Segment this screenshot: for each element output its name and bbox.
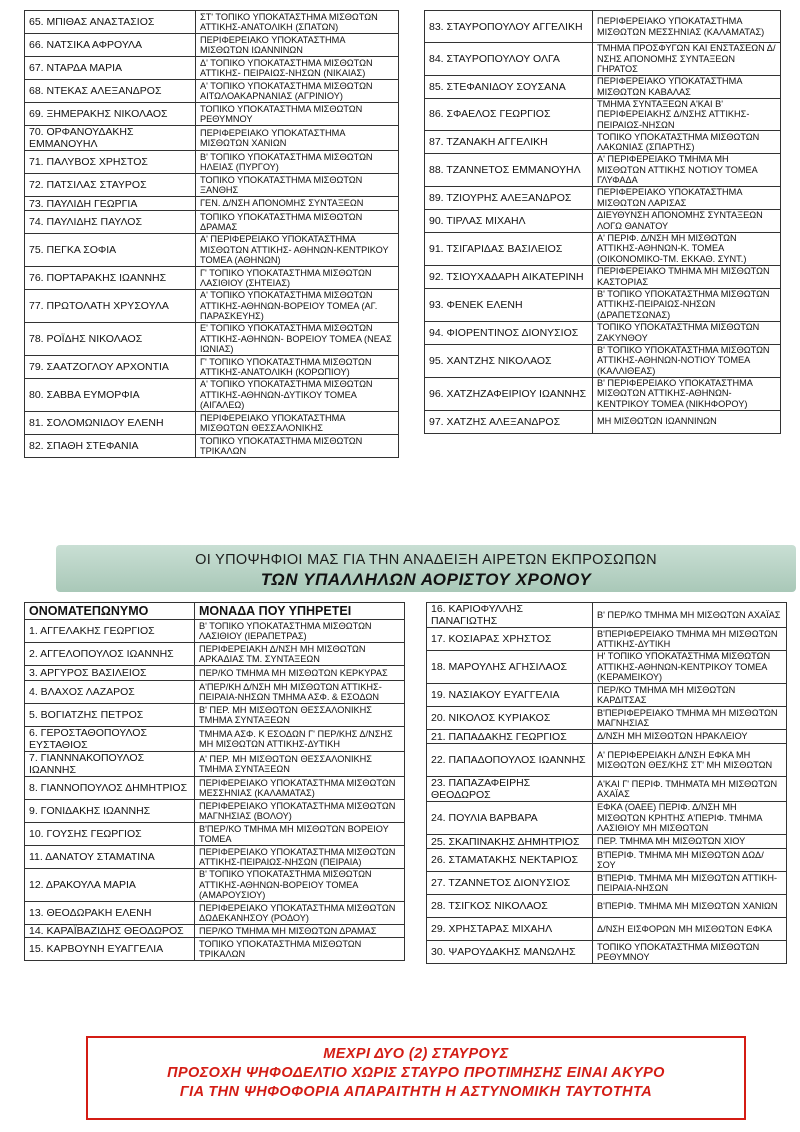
candidate-unit: ΠΕΡΙΦΕΡΕΙΑΚΗ Δ/ΝΣΗ ΜΗ ΜΙΣΘΩΤΩΝ ΑΡΚΑΔΙΑΣ ΤΜ. ΣΥΝΤΑΞΕΩΝ <box>195 643 405 666</box>
candidate-row <box>425 131 781 154</box>
candidate-name: 94. ΦΙΟΡΕΝΤΙΝΟΣ ΔΙΟΝΥΣΙΟΣ <box>425 321 593 344</box>
candidate-unit: Β'ΠΕΡΙΦΕΡΕΙΑΚΟ ΤΜΗΜΑ ΜΗ ΜΙΣΘΩΤΩΝ ΜΑΓΝΗΣΙΑΣ <box>593 707 787 730</box>
candidate-name: 9. ΓΟΝΙΔΑΚΗΣ ΙΩΑΝΝΗΣ <box>25 800 195 823</box>
candidate-unit: ΠΕΡ/ΚΟ ΤΜΗΜΑ ΜΗ ΜΙΣΘΩΤΩΝ ΚΑΡΔΙΤΣΑΣ <box>593 684 787 707</box>
candidate-unit: ΤΟΠΙΚΟ ΥΠΟΚΑΤΑΣΤΗΜΑ ΜΙΣΘΩΤΩΝ ΖΑΚΥΝΘΟΥ <box>593 321 781 344</box>
candidate-table-top-right <box>424 10 781 434</box>
candidate-name: 82. ΣΠΑΘΗ ΣΤΕΦΑΝΙΑ <box>25 435 196 458</box>
candidate-name: 6. ΓΕΡΟΣΤΑΘΟΠΟΥΛΟΣ ΕΥΣΤΑΘΙΟΣ <box>25 727 195 752</box>
candidate-row <box>427 777 787 802</box>
candidate-name: 90. ΤΙΡΛΑΣ ΜΙΧΑΗΛ <box>425 209 593 232</box>
candidate-name: 93. ΦΕΝΕΚ ΕΛΕΝΗ <box>425 288 593 321</box>
candidate-unit: Α' ΤΟΠΙΚΟ ΥΠΟΚΑΤΑΣΤΗΜΑ ΜΙΣΘΩΤΩΝ ΑΤΤΙΚΗΣ-ΑΘΗΝΩΝ-ΔΥΤΙΚΟΥ ΤΟΜΕΑ (ΑΙΓΑΛΕΩ) <box>196 379 399 412</box>
candidate-unit: ΣΤ' ΤΟΠΙΚΟ ΥΠΟΚΑΤΑΣΤΗΜΑ ΜΙΣΘΩΤΩΝ ΑΤΤΙΚΗΣ-ΑΝΑΤΟΛΙΚΗ (ΣΠΑΤΩΝ) <box>196 11 399 34</box>
candidate-name: 73. ΠΑΥΛΙΔΗ ΓΕΩΡΓΙΑ <box>25 197 196 211</box>
candidate-row <box>425 265 781 288</box>
header-unit: ΜΟΝΑΔΑ ΠΟΥ ΥΠΗΡΕΤΕΙ <box>195 603 405 620</box>
candidate-unit: ΤΟΠΙΚΟ ΥΠΟΚΑΤΑΣΤΗΜΑ ΜΙΣΘΩΤΩΝ ΞΑΝΘΗΣ <box>196 174 399 197</box>
candidate-name: 80. ΣΑΒΒΑ ΕΥΜΟΡΦΙΑ <box>25 379 196 412</box>
candidate-name: 1. ΑΓΓΕΛΑΚΗΣ ΓΕΩΡΓΙΟΣ <box>25 620 195 643</box>
candidate-name: 68. ΝΤΕΚΑΣ ΑΛΕΞΑΝΔΡΟΣ <box>25 80 196 103</box>
candidate-row <box>425 288 781 321</box>
candidate-row <box>427 744 787 777</box>
candidate-unit: Β' ΠΕΡ/ΚΟ ΤΜΗΜΑ ΜΗ ΜΙΣΘΩΤΩΝ ΑΧΑΪΑΣ <box>593 603 787 628</box>
candidate-row <box>25 356 399 379</box>
candidate-unit: ΠΕΡΙΦΕΡΕΙΑΚΟ ΥΠΟΚΑΤΑΣΤΗΜΑ ΜΙΣΘΩΤΩΝ ΑΤΤΙΚΗΣ-ΠΕΙΡΑΙΩΣ-ΝΗΣΩΝ (ΠΕΙΡΑΙΑ) <box>195 846 405 869</box>
candidate-row <box>25 34 399 57</box>
candidate-name: 81. ΣΟΛΟΜΩΝΙΔΟΥ ΕΛΕΝΗ <box>25 412 196 435</box>
candidate-table-bottom-right <box>426 602 787 964</box>
candidate-name: 15. ΚΑΡΒΟΥΝΗ ΕΥΑΓΓΕΛΙΑ <box>25 938 195 961</box>
candidate-row <box>25 938 405 961</box>
candidate-row <box>427 603 787 628</box>
candidate-row <box>25 902 405 925</box>
candidate-unit: ΤΟΠΙΚΟ ΥΠΟΚΑΤΑΣΤΗΜΑ ΜΙΣΘΩΤΩΝ ΡΕΘΥΜΝΟΥ <box>196 103 399 126</box>
candidate-name: 28. ΤΣΙΓΚΟΣ ΝΙΚΟΛΑΟΣ <box>427 895 593 918</box>
candidate-name: 91. ΤΣΙΓΑΡΙΔΑΣ ΒΑΣΙΛΕΙΟΣ <box>425 232 593 265</box>
candidate-table-bottom-left <box>24 602 405 961</box>
candidate-row <box>25 57 399 80</box>
candidate-row <box>25 379 399 412</box>
candidate-unit: ΤΜΗΜΑ ΑΣΦ. Κ ΕΣΟΔΩΝ Γ' ΠΕΡ/ΚΗΣ Δ/ΝΣΗΣ ΜΗ ΜΙΣΘΩΤΩΝ ΑΤΤΙΚΗΣ-ΔΥΤΙΚΗ <box>195 727 405 752</box>
candidate-name: 69. ΞΗΜΕΡΑΚΗΣ ΝΙΚΟΛΑΟΣ <box>25 103 196 126</box>
candidate-row <box>25 800 405 823</box>
candidate-row <box>25 869 405 902</box>
candidate-unit: Α'ΠΕΡ/ΚΗ Δ/ΝΣΗ ΜΗ ΜΙΣΘΩΤΩΝ ΑΤΤΙΚΗΣ-ΠΕΙΡΑΙΑ-ΝΗΣΩΝ ΤΜΗΜΑ ΑΣΦ. & ΕΣΟΔΩΝ <box>195 681 405 704</box>
candidate-unit: ΠΕΡΙΦΕΡΕΙΑΚΟ ΥΠΟΚΑΤΑΣΤΗΜΑ ΜΙΣΘΩΤΩΝ ΜΑΓΝΗΣΙΑΣ (ΒΟΛΟΥ) <box>195 800 405 823</box>
candidate-row <box>427 802 787 835</box>
candidate-name: 97. ΧΑΤΖΗΣ ΑΛΕΞΑΝΔΡΟΣ <box>425 410 593 433</box>
candidate-name: 83. ΣΤΑΥΡΟΠΟΥΛΟΥ ΑΓΓΕΛΙΚΗ <box>425 11 593 43</box>
candidate-row <box>25 197 399 211</box>
candidate-unit: Α' ΠΕΡΙΦΕΡΕΙΑΚΗ Δ/ΝΣΗ ΕΦΚΑ ΜΗ ΜΙΣΘΩΤΩΝ ΘΕΣ/ΚΗΣ ΣΤ' ΜΗ ΜΙΣΘΩΤΩΝ <box>593 744 787 777</box>
candidate-name: 67. ΝΤΑΡΔΑ ΜΑΡΙΑ <box>25 57 196 80</box>
candidate-name: 89. ΤΖΙΟΥΡΗΣ ΑΛΕΞΑΝΔΡΟΣ <box>425 186 593 209</box>
candidate-name: 29. ΧΡΗΣΤΑΡΑΣ ΜΙΧΑΗΛ <box>427 918 593 941</box>
candidate-name: 87. ΤΖΑΝΑΚΗ ΑΓΓΕΛΙΚΗ <box>425 131 593 154</box>
voting-notice <box>86 1036 746 1120</box>
candidate-unit: Β' ΠΕΡΙΦΕΡΕΙΑΚΟ ΥΠΟΚΑΤΑΣΤΗΜΑ ΜΙΣΘΩΤΩΝ ΑΤΤΙΚΗΣ-ΑΘΗΝΩΝ-ΚΕΝΤΡΙΚΟΥ ΤΟΜΕΑ (ΝΙΚΗΦΟΡΟΥ) <box>593 377 781 410</box>
candidate-row <box>25 435 399 458</box>
candidate-unit: ΠΕΡΙΦΕΡΕΙΑΚΟ ΥΠΟΚΑΤΑΣΤΗΜΑ ΜΙΣΘΩΤΩΝ ΘΕΣΣΑΛΟΝΙΚΗΣ <box>196 412 399 435</box>
candidate-unit: Η' ΤΟΠΙΚΟ ΥΠΟΚΑΤΑΣΤΗΜΑ ΜΙΣΘΩΤΩΝ ΑΤΤΙΚΗΣ-ΑΘΗΝΩΝ-ΚΕΝΤΡΙΚΟΥ ΤΟΜΕΑ (ΚΕΡΑΜΕΙΚΟΥ) <box>593 651 787 684</box>
candidate-name: 3. ΑΡΓΥΡΟΣ ΒΑΣΙΛΕΙΟΣ <box>25 666 195 681</box>
candidate-unit: ΠΕΡΙΦΕΡΕΙΑΚΟ ΥΠΟΚΑΤΑΣΤΗΜΑ ΜΙΣΘΩΤΩΝ ΜΕΣΣΗΝΙΑΣ (ΚΑΛΑΜΑΤΑΣ) <box>195 777 405 800</box>
candidate-name: 12. ΔΡΑΚΟΥΛΑ ΜΑΡΙΑ <box>25 869 195 902</box>
candidate-row <box>427 941 787 964</box>
candidate-name: 96. ΧΑΤΖΗΖΑΦΕΙΡΙΟΥ ΙΩΑΝΝΗΣ <box>425 377 593 410</box>
candidate-name: 21. ΠΑΠΑΔΑΚΗΣ ΓΕΩΡΓΙΟΣ <box>427 730 593 744</box>
candidate-unit: Α' ΠΕΡΙΦΕΡΕΙΑΚΟ ΤΜΗΜΑ ΜΗ ΜΙΣΘΩΤΩΝ ΑΤΤΙΚΗΣ ΝΟΤΙΟΥ ΤΟΜΕΑ ΓΛΥΦΑΔΑ <box>593 154 781 187</box>
candidate-row <box>25 777 405 800</box>
candidate-unit: Γ' ΤΟΠΙΚΟ ΥΠΟΚΑΤΑΣΤΗΜΑ ΜΙΣΘΩΤΩΝ ΛΑΣΙΘΙΟΥ (ΣΗΤΕΙΑΣ) <box>196 267 399 290</box>
candidate-name: 79. ΣΑΑΤΖΟΓΛΟΥ ΑΡΧΟΝΤΙΑ <box>25 356 196 379</box>
notice-line-1: ΜΕΧΡΙ ΔΥΟ (2) ΣΤΑΥΡΟΥΣ <box>323 1046 509 1062</box>
candidate-unit: ΤΟΠΙΚΟ ΥΠΟΚΑΤΑΣΤΗΜΑ ΜΙΣΘΩΤΩΝ ΔΡΑΜΑΣ <box>196 211 399 234</box>
candidate-name: 70. ΟΡΦΑΝΟΥΔΑΚΗΣ ΕΜΜΑΝΟΥΗΛ <box>25 126 196 151</box>
candidate-name: 13. ΘΕΟΔΩΡΑΚΗ ΕΛΕΝΗ <box>25 902 195 925</box>
candidate-name: 18. ΜΑΡΟΥΛΗΣ ΑΓΗΣΙΛΑΟΣ <box>427 651 593 684</box>
candidate-unit: Β'ΠΕΡΙΦ. ΤΜΗΜΑ ΜΗ ΜΙΣΘΩΤΩΝ ΔΩΔ/ΣΟΥ <box>593 849 787 872</box>
candidate-name: 2. ΑΓΓΕΛΟΠΟΥΛΟΣ ΙΩΑΝΝΗΣ <box>25 643 195 666</box>
candidate-unit: Α'ΚΑΙ Γ' ΠΕΡΙΦ. ΤΜΗΜΑΤΑ ΜΗ ΜΙΣΘΩΤΩΝ ΑΧΑΪΑΣ <box>593 777 787 802</box>
candidate-unit: ΠΕΡΙΦΕΡΕΙΑΚΟ ΥΠΟΚΑΤΑΣΤΗΜΑ ΜΙΣΘΩΤΩΝ ΙΩΑΝΝΙΝΩΝ <box>196 34 399 57</box>
candidate-name: 7. ΓΙΑΝΝΝΑΚΟΠΟΥΛΟΣ ΙΩΑΝΝΗΣ <box>25 752 195 777</box>
candidate-unit: ΠΕΡΙΦΕΡΕΙΑΚΟ ΥΠΟΚΑΤΑΣΤΗΜΑ ΜΙΣΘΩΤΩΝ ΜΕΣΣΗΝΙΑΣ (ΚΑΛΑΜΑΤΑΣ) <box>593 11 781 43</box>
candidate-unit: Β' ΤΟΠΙΚΟ ΥΠΟΚΑΤΑΣΤΗΜΑ ΜΙΣΘΩΤΩΝ ΑΤΤΙΚΗΣ-ΠΕΙΡΑΙΩΣ-ΝΗΣΩΝ (ΔΡΑΠΕΤΣΩΝΑΣ) <box>593 288 781 321</box>
candidate-unit: ΠΕΡΙΦΕΡΕΙΑΚΟ ΥΠΟΚΑΤΑΣΤΗΜΑ ΜΙΣΘΩΤΩΝ ΧΑΝΙΩΝ <box>196 126 399 151</box>
candidate-unit: ΠΕΡ. ΤΜΗΜΑ ΜΗ ΜΙΣΘΩΤΩΝ ΧΙΟΥ <box>593 835 787 849</box>
candidate-row <box>425 154 781 187</box>
candidate-row <box>425 377 781 410</box>
candidate-row <box>425 209 781 232</box>
candidate-unit: ΠΕΡΙΦΕΡΕΙΑΚΟ ΥΠΟΚΑΤΑΣΤΗΜΑ ΜΙΣΘΩΤΩΝ ΚΑΒΑΛΑΣ <box>593 75 781 98</box>
candidate-row <box>25 925 405 938</box>
candidate-unit: Δ/ΝΣΗ ΜΗ ΜΙΣΘΩΤΩΝ ΗΡΑΚΛΕΙΟΥ <box>593 730 787 744</box>
candidate-row <box>25 727 405 752</box>
candidate-unit: Α' ΠΕΡΙΦΕΡΕΙΑΚΟ ΥΠΟΚΑΤΑΣΤΗΜΑ ΜΙΣΘΩΤΩΝ ΑΤΤΙΚΗΣ- ΑΘΗΝΩΝ-ΚΕΝΤΡΙΚΟΥ ΤΟΜΕΑ (ΑΘΗΝΩΝ) <box>196 234 399 267</box>
candidate-unit: Β'ΠΕΡΙΦ. ΤΜΗΜΑ ΜΗ ΜΙΣΘΩΤΩΝ ΑΤΤΙΚΗ-ΠΕΙΡΑΙΑ-ΝΗΣΩΝ <box>593 872 787 895</box>
candidate-name: 27. ΤΖΑΝΝΕΤΟΣ ΔΙΟΝΥΣΙΟΣ <box>427 872 593 895</box>
candidate-row <box>425 75 781 98</box>
candidate-unit: ΠΕΡΙΦΕΡΕΙΑΚΟ ΥΠΟΚΑΤΑΣΤΗΜΑ ΜΙΣΘΩΤΩΝ ΛΑΡΙΣΑΣ <box>593 186 781 209</box>
candidate-unit: Β'ΠΕΡ/ΚΟ ΤΜΗΜΑ ΜΗ ΜΙΣΘΩΤΩΝ ΒΟΡΕΙΟΥ ΤΟΜΕΑ <box>195 823 405 846</box>
candidate-name: 22. ΠΑΠΑΔΟΠΟΥΛΟΣ ΙΩΑΝΝΗΣ <box>427 744 593 777</box>
candidate-unit: Γ' ΤΟΠΙΚΟ ΥΠΟΚΑΤΑΣΤΗΜΑ ΜΙΣΘΩΤΩΝ ΑΤΤΙΚΗΣ-ΑΝΑΤΟΛΙΚΗ (ΚΟΡΩΠΙΟΥ) <box>196 356 399 379</box>
candidate-unit: Α' ΠΕΡ. ΜΗ ΜΙΣΘΩΤΩΝ ΘΕΣΣΑΛΟΝΙΚΗΣ ΤΜΗΜΑ ΣΥΝΤΑΞΕΩΝ <box>195 752 405 777</box>
candidate-name: 77. ΠΡΩΤΟΛΑΤΗ ΧΡΥΣΟΥΛΑ <box>25 290 196 323</box>
notice-line-2: ΠΡΟΣΟΧΗ ΨΗΦΟΔΕΛΤΙΟ ΧΩΡΙΣ ΣΤΑΥΡΟ ΠΡΟΤΙΜΗΣΗΣ ΕΙΝΑΙ ΑΚΥΡΟ <box>167 1065 665 1081</box>
candidate-name: 74. ΠΑΥΛΙΔΗΣ ΠΑΥΛΟΣ <box>25 211 196 234</box>
candidate-row <box>25 126 399 151</box>
candidate-row <box>427 918 787 941</box>
candidate-row <box>25 643 405 666</box>
candidate-row <box>25 174 399 197</box>
candidate-row <box>25 323 399 356</box>
candidate-row <box>25 11 399 34</box>
candidate-name: 78. ΡΟΪΔΗΣ ΝΙΚΟΛΑΟΣ <box>25 323 196 356</box>
candidate-name: 72. ΠΑΤΣΙΛΑΣ ΣΤΑΥΡΟΣ <box>25 174 196 197</box>
candidate-name: 88. ΤΖΑΝΝΕΤΟΣ ΕΜΜΑΝΟΥΗΛ <box>425 154 593 187</box>
candidate-row <box>25 80 399 103</box>
candidate-row <box>425 410 781 433</box>
banner-line-2: ΤΩΝ ΥΠΑΛΛΗΛΩΝ ΑΟΡΙΣΤΟΥ ΧΡΟΝΟΥ <box>260 570 592 589</box>
candidate-unit: ΓΕΝ. Δ/ΝΣΗ ΑΠΟΝΟΜΗΣ ΣΥΝΤΑΞΕΩΝ <box>196 197 399 211</box>
candidate-name: 8. ΓΙΑΝΝΟΠΟΥΛΟΣ ΔΗΜΗΤΡΙΟΣ <box>25 777 195 800</box>
candidate-row <box>425 232 781 265</box>
candidate-row <box>425 186 781 209</box>
candidate-name: 71. ΠΑΛΥΒΟΣ ΧΡΗΣΤΟΣ <box>25 151 196 174</box>
candidate-name: 66. ΝΑΤΣΙΚΑ ΑΦΡΟΥΛΑ <box>25 34 196 57</box>
candidate-name: 24. ΠΟΥΛΙΑ ΒΑΡΒΑΡΑ <box>427 802 593 835</box>
candidate-row <box>25 704 405 727</box>
candidate-name: 75. ΠΕΓΚΑ ΣΟΦΙΑ <box>25 234 196 267</box>
candidate-row <box>25 823 405 846</box>
candidate-row <box>25 620 405 643</box>
header-name: ΟΝΟΜΑΤΕΠΩΝΥΜΟ <box>25 603 195 620</box>
candidate-row <box>427 872 787 895</box>
candidate-unit: Β' ΤΟΠΙΚΟ ΥΠΟΚΑΤΑΣΤΗΜΑ ΜΙΣΘΩΤΩΝ ΗΛΕΙΑΣ (ΠΥΡΓΟΥ) <box>196 151 399 174</box>
candidate-unit: ΤΜΗΜΑ ΠΡΟΣΦΥΓΩΝ ΚΑΙ ΕΝΣΤΑΣΕΩΝ Δ/ΝΣΗΣ ΑΠΟΝΟΜΗΣ ΣΥΝΤΑΞΕΩΝ ΓΗΡΑΤΟΣ <box>593 43 781 76</box>
candidate-name: 85. ΣΤΕΦΑΝΙΔΟΥ ΣΟΥΣΑΝΑ <box>425 75 593 98</box>
candidate-unit: Β' ΤΟΠΙΚΟ ΥΠΟΚΑΤΑΣΤΗΜΑ ΜΙΣΘΩΤΩΝ ΑΤΤΙΚΗΣ-ΑΘΗΝΩΝ-ΒΟΡΕΙΟΥ ΤΟΜΕΑ (ΑΜΑΡΟΥΣΙΟΥ) <box>195 869 405 902</box>
candidate-unit: ΤΟΠΙΚΟ ΥΠΟΚΑΤΑΣΤΗΜΑ ΜΙΣΘΩΤΩΝ ΤΡΙΚΑΛΩΝ <box>196 435 399 458</box>
candidate-row <box>25 267 399 290</box>
candidate-row <box>25 412 399 435</box>
candidate-row <box>427 895 787 918</box>
candidate-unit: ΕΦΚΑ (ΟΑΕΕ) ΠΕΡΙΦ. Δ/ΝΣΗ ΜΗ ΜΙΣΘΩΤΩΝ ΚΡΗΤΗΣ Α'ΠΕΡΙΦ. ΤΜΗΜΑ ΛΑΣΙΘΙΟΥ ΜΗ ΜΙΣΘΩΤΩΝ <box>593 802 787 835</box>
candidate-unit: Β'ΠΕΡΙΦΕΡΕΙΑΚΟ ΤΜΗΜΑ ΜΗ ΜΙΣΘΩΤΩΝ ΑΤΤΙΚΗΣ-ΔΥΤΙΚΗ <box>593 628 787 651</box>
candidate-row <box>425 344 781 377</box>
candidate-unit: Β' ΤΟΠΙΚΟ ΥΠΟΚΑΤΑΣΤΗΜΑ ΜΙΣΘΩΤΩΝ ΑΤΤΙΚΗΣ-ΑΘΗΝΩΝ-ΝΟΤΙΟΥ ΤΟΜΕΑ (ΚΑΛΛΙΘΕΑΣ) <box>593 344 781 377</box>
candidate-unit: Α' ΤΟΠΙΚΟ ΥΠΟΚΑΤΑΣΤΗΜΑ ΜΙΣΘΩΤΩΝ ΑΙΤΩΛΟΑΚΑΡΝΑΝΙΑΣ (ΑΓΡΙΝΙΟΥ) <box>196 80 399 103</box>
candidate-unit: ΤΟΠΙΚΟ ΥΠΟΚΑΤΑΣΤΗΜΑ ΜΙΣΘΩΤΩΝ ΛΑΚΩΝΙΑΣ (ΣΠΑΡΤΗΣ) <box>593 131 781 154</box>
candidate-row <box>25 681 405 704</box>
candidate-row <box>427 651 787 684</box>
candidate-unit: ΠΕΡ/ΚΟ ΤΜΗΜΑ ΜΗ ΜΙΣΘΩΤΩΝ ΔΡΑΜΑΣ <box>195 925 405 938</box>
candidate-name: 25. ΣΚΑΠΙΝΑΚΗΣ ΔΗΜΗΤΡΙΟΣ <box>427 835 593 849</box>
candidate-unit: ΤΜΗΜΑ ΣΥΝΤΑΞΕΩΝ Α'ΚΑΙ Β' ΠΕΡΙΦΕΡΕΙΑΚΗΣ Δ/ΝΣΗΣ ΑΤΤΙΚΗΣ-ΠΕΙΡΑΙΩΣ-ΝΗΣΩΝ <box>593 98 781 131</box>
candidate-unit: Δ/ΝΣΗ ΕΙΣΦΟΡΩΝ ΜΗ ΜΙΣΘΩΤΩΝ ΕΦΚΑ <box>593 918 787 941</box>
candidate-name: 20. ΝΙΚΟΛΟΣ ΚΥΡΙΑΚΟΣ <box>427 707 593 730</box>
candidate-unit: ΤΟΠΙΚΟ ΥΠΟΚΑΤΑΣΤΗΜΑ ΜΙΣΘΩΤΩΝ ΡΕΘΥΜΝΟΥ <box>593 941 787 964</box>
section-banner <box>56 545 796 592</box>
candidate-name: 11. ΔΑΝΑΤΟΥ ΣΤΑΜΑΤΙΝΑ <box>25 846 195 869</box>
candidate-name: 84. ΣΤΑΥΡΟΠΟΥΛΟΥ ΟΛΓΑ <box>425 43 593 76</box>
candidate-table-top-left <box>24 10 399 458</box>
candidate-unit: ΤΟΠΙΚΟ ΥΠΟΚΑΤΑΣΤΗΜΑ ΜΙΣΘΩΤΩΝ ΤΡΙΚΑΛΩΝ <box>195 938 405 961</box>
candidate-name: 4. ΒΛΑΧΟΣ ΛΑΖΑΡΟΣ <box>25 681 195 704</box>
candidate-unit: ΠΕΡΙΦΕΡΕΙΑΚΟ ΥΠΟΚΑΤΑΣΤΗΜΑ ΜΙΣΘΩΤΩΝ ΔΩΔΕΚΑΝΗΣΟΥ (ΡΟΔΟΥ) <box>195 902 405 925</box>
banner-line-1: ΟΙ ΥΠΟΨΗΦΙΟΙ ΜΑΣ ΓΙΑ ΤΗΝ ΑΝΑΔΕΙΞΗ ΑΙΡΕΤΩΝ ΕΚΠΡΟΣΩΠΩΝ <box>195 552 657 568</box>
candidate-row <box>427 628 787 651</box>
notice-line-3: ΓΙΑ ΤΗΝ ΨΗΦΟΦΟΡΙΑ ΑΠΑΡΑΙΤΗΤΗ Η ΑΣΤΥΝΟΜΙΚΗ ΤΑΥΤΟΤΗΤΑ <box>179 1084 653 1100</box>
candidate-unit: ΔΙΕΥΘΥΝΣΗ ΑΠΟΝΟΜΗΣ ΣΥΝΤΑΞΕΩΝ ΛΟΓΩ ΘΑΝΑΤΟΥ <box>593 209 781 232</box>
candidate-row <box>427 730 787 744</box>
candidate-unit: Β'ΠΕΡΙΦ. ΤΜΗΜΑ ΜΗ ΜΙΣΘΩΤΩΝ ΧΑΝΙΩΝ <box>593 895 787 918</box>
candidate-row <box>427 835 787 849</box>
candidate-row <box>25 103 399 126</box>
candidate-unit: Β' ΤΟΠΙΚΟ ΥΠΟΚΑΤΑΣΤΗΜΑ ΜΙΣΘΩΤΩΝ ΛΑΣΙΘΙΟΥ (ΙΕΡΑΠΕΤΡΑΣ) <box>195 620 405 643</box>
candidate-unit: ΠΕΡ/ΚΟ ΤΜΗΜΑ ΜΗ ΜΙΣΘΩΤΩΝ ΚΕΡΚΥΡΑΣ <box>195 666 405 681</box>
candidate-unit: ΠΕΡΙΦΕΡΕΙΑΚΟ ΤΜΗΜΑ ΜΗ ΜΙΣΘΩΤΩΝ ΚΑΣΤΟΡΙΑΣ <box>593 265 781 288</box>
candidate-row <box>425 321 781 344</box>
candidate-unit: Δ' ΤΟΠΙΚΟ ΥΠΟΚΑΤΑΣΤΗΜΑ ΜΙΣΘΩΤΩΝ ΑΤΤΙΚΗΣ- ΠΕΙΡΑΙΩΣ-ΝΗΣΩΝ (ΝΙΚΑΙΑΣ) <box>196 57 399 80</box>
candidate-row <box>425 43 781 76</box>
candidate-unit: Α' ΠΕΡΙΦ. Δ/ΝΣΗ ΜΗ ΜΙΣΘΩΤΩΝ ΑΤΤΙΚΗΣ-ΑΘΗΝΩΝ-Κ. ΤΟΜΕΑ (ΟΙΚΟΝΟΜΙΚΟ-ΤΜ. ΕΚΚΑΘ. ΣΥΝΤ.) <box>593 232 781 265</box>
candidate-row <box>425 98 781 131</box>
candidate-name: 26. ΣΤΑΜΑΤΑΚΗΣ ΝΕΚΤΑΡΙΟΣ <box>427 849 593 872</box>
candidate-row <box>25 666 405 681</box>
candidate-row <box>25 211 399 234</box>
candidate-row <box>25 234 399 267</box>
candidate-name: 5. ΒΟΓΙΑΤΖΗΣ ΠΕΤΡΟΣ <box>25 704 195 727</box>
candidate-name: 76. ΠΟΡΤΑΡΑΚΗΣ ΙΩΑΝΝΗΣ <box>25 267 196 290</box>
candidate-name: 14. ΚΑΡΑΪΒΑΖΙΔΗΣ ΘΕΟΔΩΡΟΣ <box>25 925 195 938</box>
candidate-unit: ΜΗ ΜΙΣΘΩΤΩΝ ΙΩΑΝΝΙΝΩΝ <box>593 410 781 433</box>
candidate-row <box>25 846 405 869</box>
candidate-name: 95. ΧΑΝΤΖΗΣ ΝΙΚΟΛΑΟΣ <box>425 344 593 377</box>
candidate-name: 19. ΝΑΣΙΑΚΟΥ ΕΥΑΓΓΕΛΙΑ <box>427 684 593 707</box>
candidate-name: 30. ΨΑΡΟΥΔΑΚΗΣ ΜΑΝΩΛΗΣ <box>427 941 593 964</box>
candidate-name: 65. ΜΠΙΘΑΣ ΑΝΑΣΤΑΣΙΟΣ <box>25 11 196 34</box>
candidate-row <box>25 151 399 174</box>
candidate-name: 10. ΓΟΥΣΗΣ ΓΕΩΡΓΙΟΣ <box>25 823 195 846</box>
candidate-name: 86. ΣΦΑΕΛΟΣ ΓΕΩΡΓΙΟΣ <box>425 98 593 131</box>
candidate-row <box>427 849 787 872</box>
candidate-name: 23. ΠΑΠΑΖΑΦΕΙΡΗΣ ΘΕΟΔΩΡΟΣ <box>427 777 593 802</box>
candidate-name: 17. ΚΟΣΙΑΡΑΣ ΧΡΗΣΤΟΣ <box>427 628 593 651</box>
candidate-name: 92. ΤΣΙΟΥΧΑΔΑΡΗ ΑΙΚΑΤΕΡΙΝΗ <box>425 265 593 288</box>
candidate-unit: Ε' ΤΟΠΙΚΟ ΥΠΟΚΑΤΑΣΤΗΜΑ ΜΙΣΘΩΤΩΝ ΑΤΤΙΚΗΣ-ΑΘΗΝΩΝ- ΒΟΡΕΙΟΥ ΤΟΜΕΑ (ΝΕΑΣ ΙΩΝΙΑΣ) <box>196 323 399 356</box>
candidate-row <box>427 707 787 730</box>
candidate-unit: Α' ΤΟΠΙΚΟ ΥΠΟΚΑΤΑΣΤΗΜΑ ΜΙΣΘΩΤΩΝ ΑΤΤΙΚΗΣ-ΑΘΗΝΩΝ-ΒΟΡΕΙΟΥ ΤΟΜΕΑ (ΑΓ. ΠΑΡΑΣΚΕΥΗΣ) <box>196 290 399 323</box>
candidate-name: 16. ΚΑΡΙΟΦΥΛΛΗΣ ΠΑΝΑΓΙΩΤΗΣ <box>427 603 593 628</box>
candidate-row <box>25 290 399 323</box>
candidate-row <box>427 684 787 707</box>
candidate-row <box>425 11 781 43</box>
candidate-row <box>25 752 405 777</box>
candidate-unit: Β' ΠΕΡ. ΜΗ ΜΙΣΘΩΤΩΝ ΘΕΣΣΑΛΟΝΙΚΗΣ ΤΜΗΜΑ ΣΥΝΤΑΞΕΩΝ <box>195 704 405 727</box>
